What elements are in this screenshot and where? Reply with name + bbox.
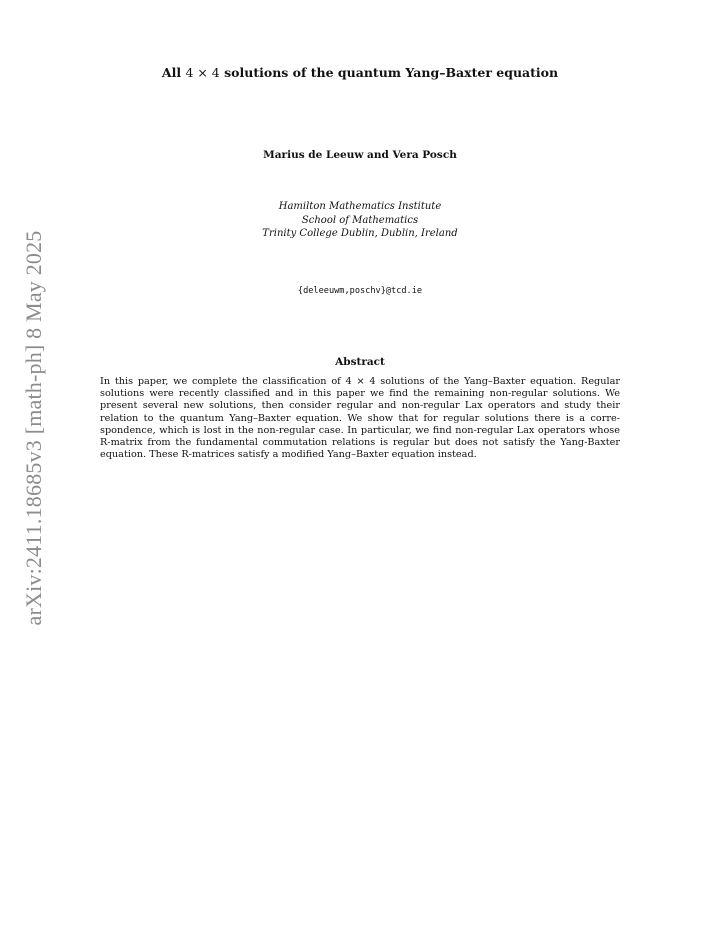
abstract-line: spondence, which is lost in the non-regular case. In particular, we find non-regular Lax operators whose [100,424,620,436]
title-suffix: solutions of the quantum Yang–Baxter equation [219,65,559,80]
affiliation-line: Hamilton Mathematics Institute [278,201,442,212]
abstract-line: present several new solutions, then consider regular and non-regular Lax operators and study their [100,400,620,412]
abstract-line: solutions were recently classified and in this paper we find the remaining non-regular solutions. We [100,388,620,400]
abstract-body [100,376,620,461]
title-prefix: All [161,65,186,80]
abstract-heading: Abstract [335,356,385,368]
title-math: 4 × 4 [185,65,220,80]
arxiv-identifier: arXiv:2411.18685v3 [math-ph] 8 May 2025 [21,230,46,626]
paper-title [0,65,720,80]
abstract-line: R-matrix from the fundamental commutation relations is regular but does not satisfy the Yang-Baxter [100,437,620,449]
affiliation-line: School of Mathematics [301,214,419,226]
affiliation-line: Trinity College Dublin, Dublin, Ireland [262,228,458,239]
affiliation [0,200,720,241]
author-email: {deleeuwm,poschv}@tcd.ie [297,286,423,296]
abstract-line: In this paper, we complete the classification of 4 × 4 solutions of the Yang–Baxter equation. Regular [100,376,620,387]
abstract-line: equation. These R-matrices satisfy a modified Yang–Baxter equation instead. [100,449,477,461]
abstract-line: relation to the quantum Yang–Baxter equation. We show that for regular solutions there is a corre- [100,412,620,424]
authors: Marius de Leeuw and Vera Posch [263,149,457,161]
